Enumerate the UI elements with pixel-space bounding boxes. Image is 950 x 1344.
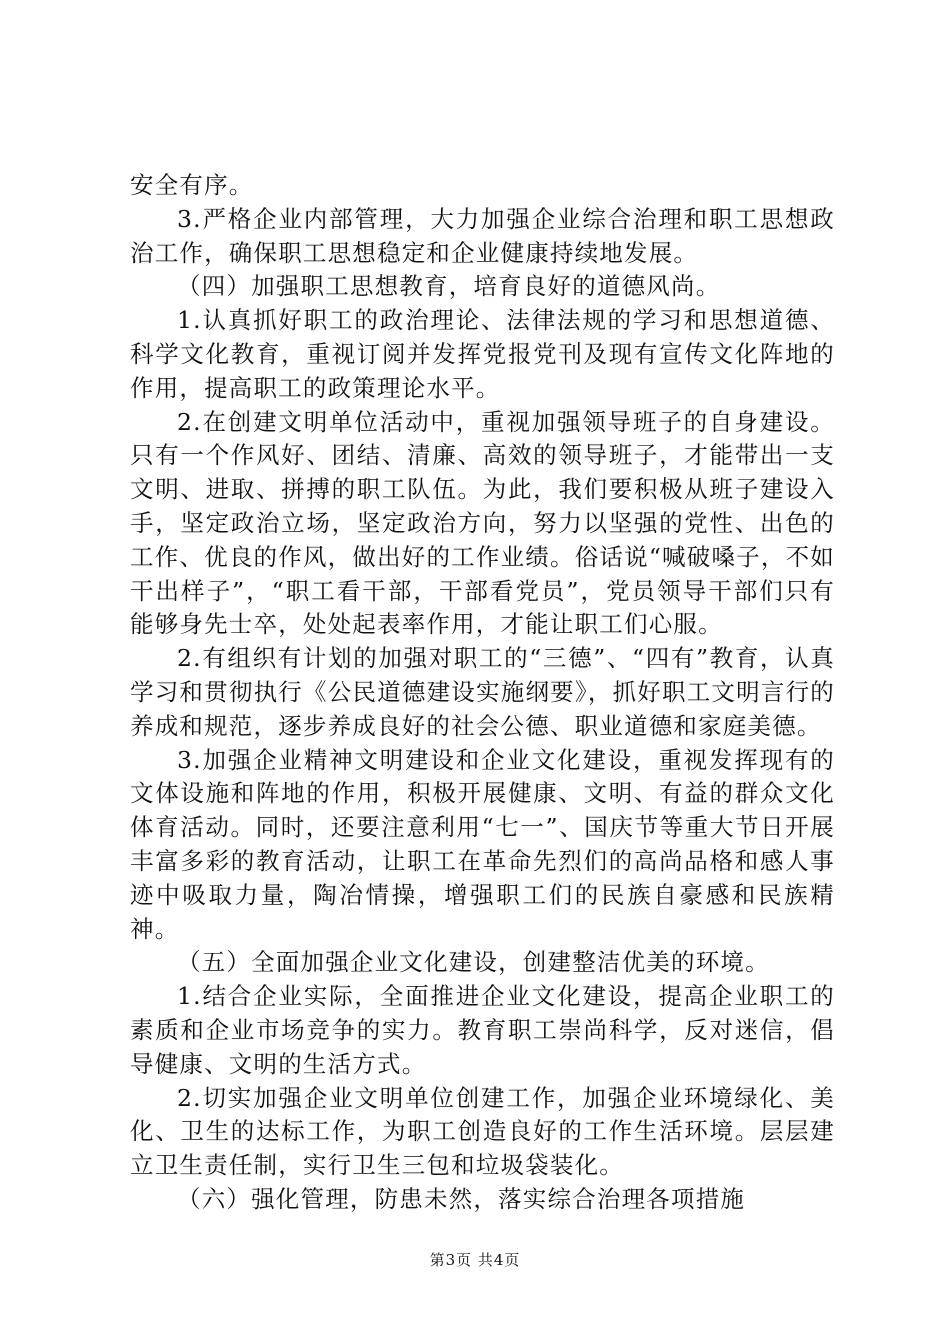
paragraph-4: 1.认真抓好职工的政治理论、法律法规的学习和思想道德、科学文化教育，重视订阅并发挥党报党刊及现有宣传文化阵地的作用，提高职工的政策理论水平。 [130, 306, 835, 402]
section-heading-6: （六）强化管理，防患未然，落实综合治理各项措施 [177, 1184, 746, 1213]
section-heading-4: （四）加强职工思想教育，培育良好的道德风尚。 [177, 272, 721, 301]
paragraph-1: 安全有序。 [130, 171, 254, 199]
document-body [130, 169, 835, 1217]
paragraph-9: 1.结合企业实际，全面推进企业文化建设，提高企业职工的素质和企业市场竞争的实力。教育职工崇尚科学，反对迷信，倡导健康、文明的生活方式。 [130, 982, 835, 1078]
page-number-label: 第3页 共4页 [429, 1251, 521, 1269]
paragraph-2: 3.严格企业内部管理，大力加强企业综合治理和职工思想政治工作，确保职工思想稳定和企业健康持续地发展。 [130, 204, 835, 267]
page-footer [0, 1250, 950, 1270]
paragraph-10: 2.切实加强企业文明单位创建工作，加强企业环境绿化、美化、卫生的达标工作，为职工创造良好的工作生活环境。层层建立卫生责任制，实行卫生三包和垃圾袋装化。 [130, 1083, 835, 1180]
section-heading-5: （五）全面加强企业文化建设，创建整洁优美的环境。 [177, 948, 770, 977]
paragraph-5: 2.在创建文明单位活动中，重视加强领导班子的自身建设。只有一个作风好、团结、清廉、高效的领导班子，才能带出一支文明、进取、拼搏的职工队伍。为此，我们要积极从班子建设入手，坚定政治立场，坚定政治方向，努力以坚强的党性、出色的工作、优良的作风，做出好的工作业绩。俗话说“喊破嗓子，不如干出样子”，“职工看干部，干部看党员”，党员领导干部们只有能够身先士卒，处处起表率作用，才能让职工们心服。 [130, 407, 835, 639]
paragraph-7: 3.加强企业精神文明建设和企业文化建设，重视发挥现有的文体设施和阵地的作用，积极开展健康、文明、有益的群众文化体育活动。同时，还要注意利用“七一”、国庆节等重大节日开展丰富多彩的教育活动，让职工在革命先烈们的高尚品格和感人事迹中吸取力量，陶冶情操，增强职工们的民族自豪感和民族精神。 [130, 745, 835, 943]
paragraph-6: 2.有组织有计划的加强对职工的“三德”、“四有”教育，认真学习和贯彻执行《公民道德建设实施纲要》，抓好职工文明言行的养成和规范，逐步养成良好的社会公德、职业道德和家庭美德。 [130, 644, 835, 740]
